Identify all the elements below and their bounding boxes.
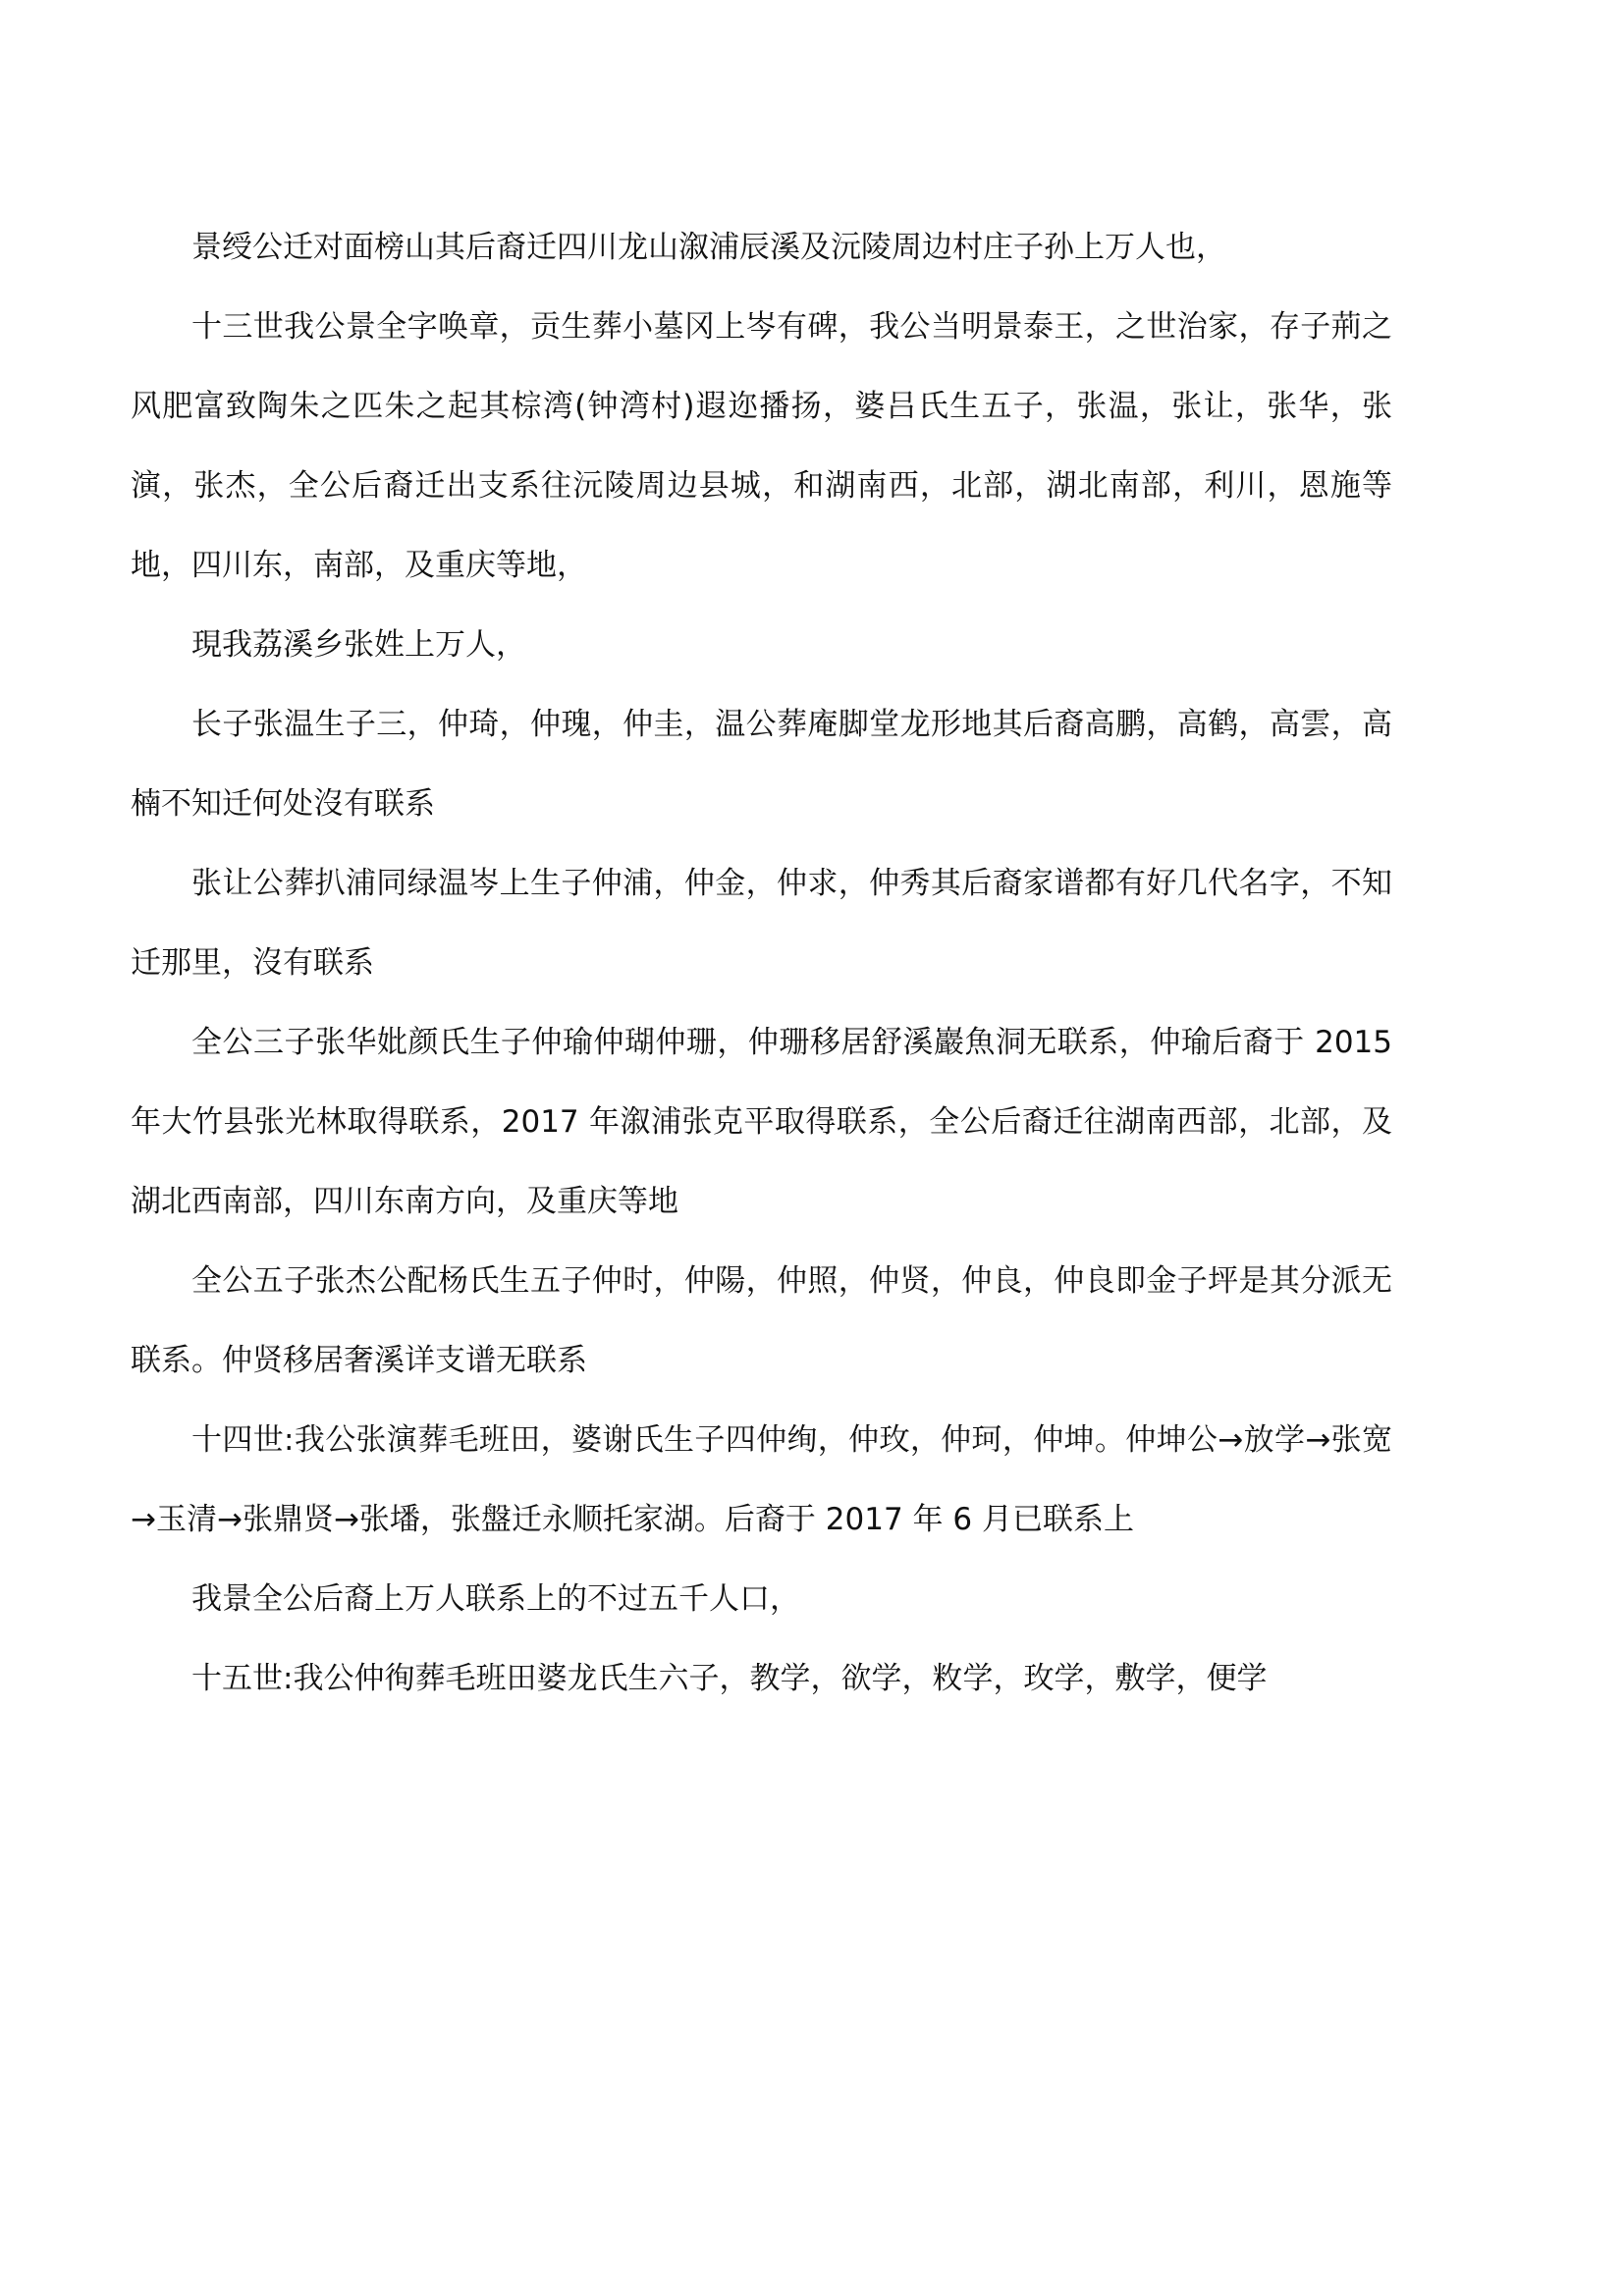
paragraph: 全公五子张杰公配杨氏生五子仲时，仲陽，仲照，仲贤，仲良，仲良即金子坪是其分派无联系。仲贤移居奢溪详支谱无联系 <box>131 1263 1392 1378</box>
body-text <box>131 208 1392 1719</box>
paragraph: 全公三子张华妣颜氏生子仲瑜仲瑚仲珊，仲珊移居舒溪巖魚洞无联系，仲瑜后裔于 2015 年大竹县张光林取得联系，2017 年溆浦张克平取得联系，全公后裔迁往湖南西部，北部，及湖北西南部，四川东南方向，及重庆等地 <box>131 1025 1392 1219</box>
paragraph: 长子张温生子三，仲琦，仲瑰，仲圭，温公葬庵脚堂龙形地其后裔高鹏，高鹤，高雲，高楠不知迁何处沒有联系 <box>131 707 1392 822</box>
paragraph: 张让公葬扒浦同绿温岑上生子仲浦，仲金，仲求，仲秀其后裔家谱都有好几代名字，不知迁那里，沒有联系 <box>131 866 1392 981</box>
paragraph: 十三世我公景全字唤章，贡生葬小墓冈上岑有碑，我公当明景泰王，之世治家，存子荊之风肥富致陶朱之匹朱之起其棕湾(钟湾村)遐迩播扬，婆吕氏生五子，张温，张让，张华，张演，张杰，全公后裔迁出支系往沅陵周边县城，和湖南西，北部，湖北南部，利川，恩施等地，四川东，南部，及重庆等地， <box>131 309 1392 583</box>
paragraph: 現我荔溪乡张姓上万人， <box>191 627 526 663</box>
paragraph: 十四世:我公张演葬毛班田，婆谢氏生子四仲绚，仲玫，仲珂，仲坤。仲坤公→放学→张宽→玉清→张鼎贤→张墦，张盤迁永顺托家湖。后裔于 2017 年 6 月已联系上 <box>131 1422 1392 1537</box>
paragraph: 景绶公迁对面榜山其后裔迁四川龙山溆浦辰溪及沅陵周边村庄子孙上万人也， <box>191 230 1226 265</box>
paragraph: 我景全公后裔上万人联系上的不过五千人口， <box>191 1581 800 1617</box>
paragraph: 十五世:我公仲徇葬毛班田婆龙氏生六子，教学，欲学，敉学，玫学，敷学，便学 <box>191 1661 1268 1696</box>
